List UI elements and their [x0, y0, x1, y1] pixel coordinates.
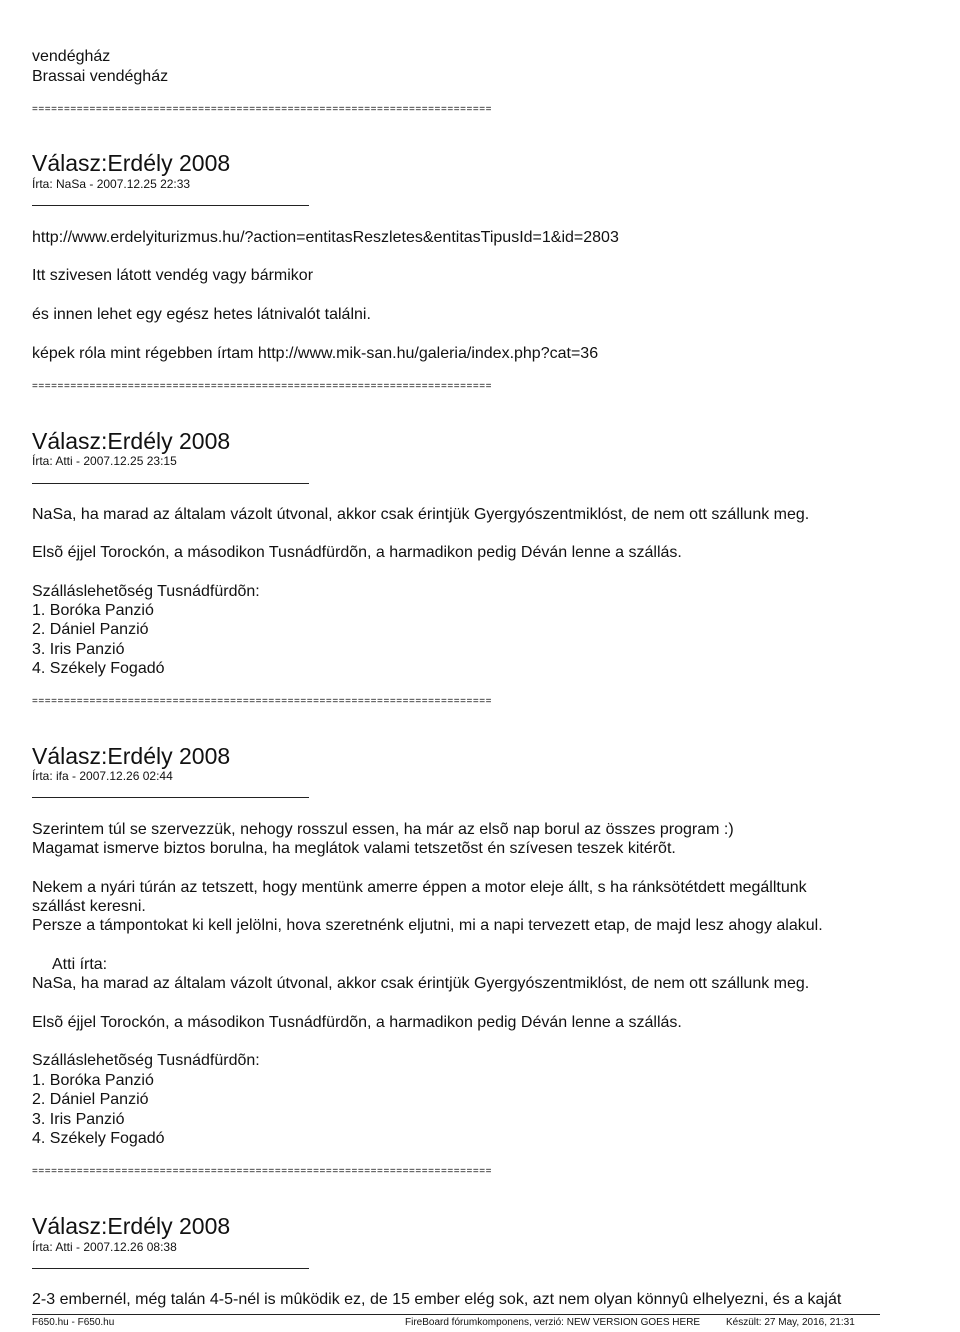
footer-site: F650.hu - F650.hu	[32, 1317, 115, 1328]
post-line: NaSa, ha marad az általam vázolt útvonal, akkor csak érintjük Gyergyószentmiklóst, de nem ott szállunk meg.	[32, 506, 810, 523]
post-line: 3. Iris Panzió	[32, 641, 125, 658]
post-line: szállást keresni.	[32, 898, 146, 915]
footer-timestamp: Készült: 27 May, 2016, 21:31	[726, 1317, 855, 1328]
quote-line: 3. Iris Panzió	[32, 1111, 125, 1128]
post-divider	[32, 205, 309, 206]
post-line: Persze a támpontokat ki kell jelölni, hova szeretnénk eljutni, mi a napi tervezett etap, de majd lesz ahogy alakul.	[32, 917, 823, 934]
post-line: 4. Székely Fogadó	[32, 660, 165, 677]
post-line: Itt szivesen látott vendég vagy bármikor	[32, 267, 314, 284]
post-divider	[32, 797, 309, 798]
post-meta: Írta: NaSa - 2007.12.25 22:33	[32, 177, 191, 191]
post-meta: Írta: Atti - 2007.12.26 08:38	[32, 1240, 177, 1254]
post-meta: Írta: ifa - 2007.12.26 02:44	[32, 769, 173, 783]
post-line: 2-3 embernél, még talán 4-5-nél is mûködik ez, de 15 ember elég sok, azt nem olyan könnyû elhelyezni, és a kaját	[32, 1291, 842, 1308]
post-line: Szálláslehetõség Tusnádfürdõn:	[32, 583, 260, 600]
post-title: Válasz:Erdély 2008	[32, 150, 231, 176]
post-title: Válasz:Erdély 2008	[32, 743, 231, 769]
quote-line: 2. Dániel Panzió	[32, 1091, 149, 1108]
post-line: 2. Dániel Panzió	[32, 621, 149, 638]
post-divider	[32, 483, 309, 484]
post-line: Szerintem túl se szervezzük, nehogy rosszul essen, ha már az elsõ nap borul az összes program :)	[32, 821, 734, 838]
separator: ========================================================================	[32, 1166, 493, 1177]
intro-line: vendégház	[32, 48, 111, 65]
footer-credit: FireBoard fórumkomponens, verzió: NEW VERSION GOES HERE	[405, 1317, 701, 1328]
quote-line: 4. Székely Fogadó	[32, 1130, 165, 1147]
post-line: és innen lehet egy egész hetes látnivalót találni.	[32, 306, 371, 323]
quote-line: 1. Boróka Panzió	[32, 1072, 154, 1089]
post-title: Válasz:Erdély 2008	[32, 428, 231, 454]
post-line: Nekem a nyári túrán az tetszett, hogy mentünk amerre éppen a motor eleje állt, s ha ránksötétdett megálltunk	[32, 879, 807, 896]
quote-line: NaSa, ha marad az általam vázolt útvonal, akkor csak érintjük Gyergyószentmiklóst, de nem ott szállunk meg.	[32, 975, 810, 992]
quote-line: Szálláslehetõség Tusnádfürdõn:	[32, 1052, 260, 1069]
post-line: képek róla mint régebben írtam http://www.mik-san.hu/galeria/index.php?cat=36	[32, 345, 599, 362]
quote-author: Atti írta:	[52, 956, 108, 973]
post-divider	[32, 1268, 309, 1269]
intro-line: Brassai vendégház	[32, 68, 169, 85]
quote-line: Elsõ éjjel Torockón, a másodikon Tusnádfürdõn, a harmadikon pedig Déván lenne a szállás.	[32, 1014, 682, 1031]
post-line: Magamat ismerve biztos borulna, ha meglátok valami tetszetõst én szívesen teszek kitérõt.	[32, 840, 676, 857]
post-line: Elsõ éjjel Torockón, a másodikon Tusnádfürdõn, a harmadikon pedig Déván lenne a szállás.	[32, 544, 682, 561]
separator: ========================================================================	[32, 104, 493, 115]
footer-divider	[32, 1314, 880, 1315]
separator: ========================================================================	[32, 696, 493, 707]
post-meta: Írta: Atti - 2007.12.25 23:15	[32, 454, 177, 468]
post-line: http://www.erdelyiturizmus.hu/?action=entitasReszletes&entitasTipusId=1&id=2803	[32, 229, 619, 246]
separator: ========================================================================	[32, 381, 493, 392]
post-title: Válasz:Erdély 2008	[32, 1213, 231, 1239]
post-line: 1. Boróka Panzió	[32, 602, 154, 619]
